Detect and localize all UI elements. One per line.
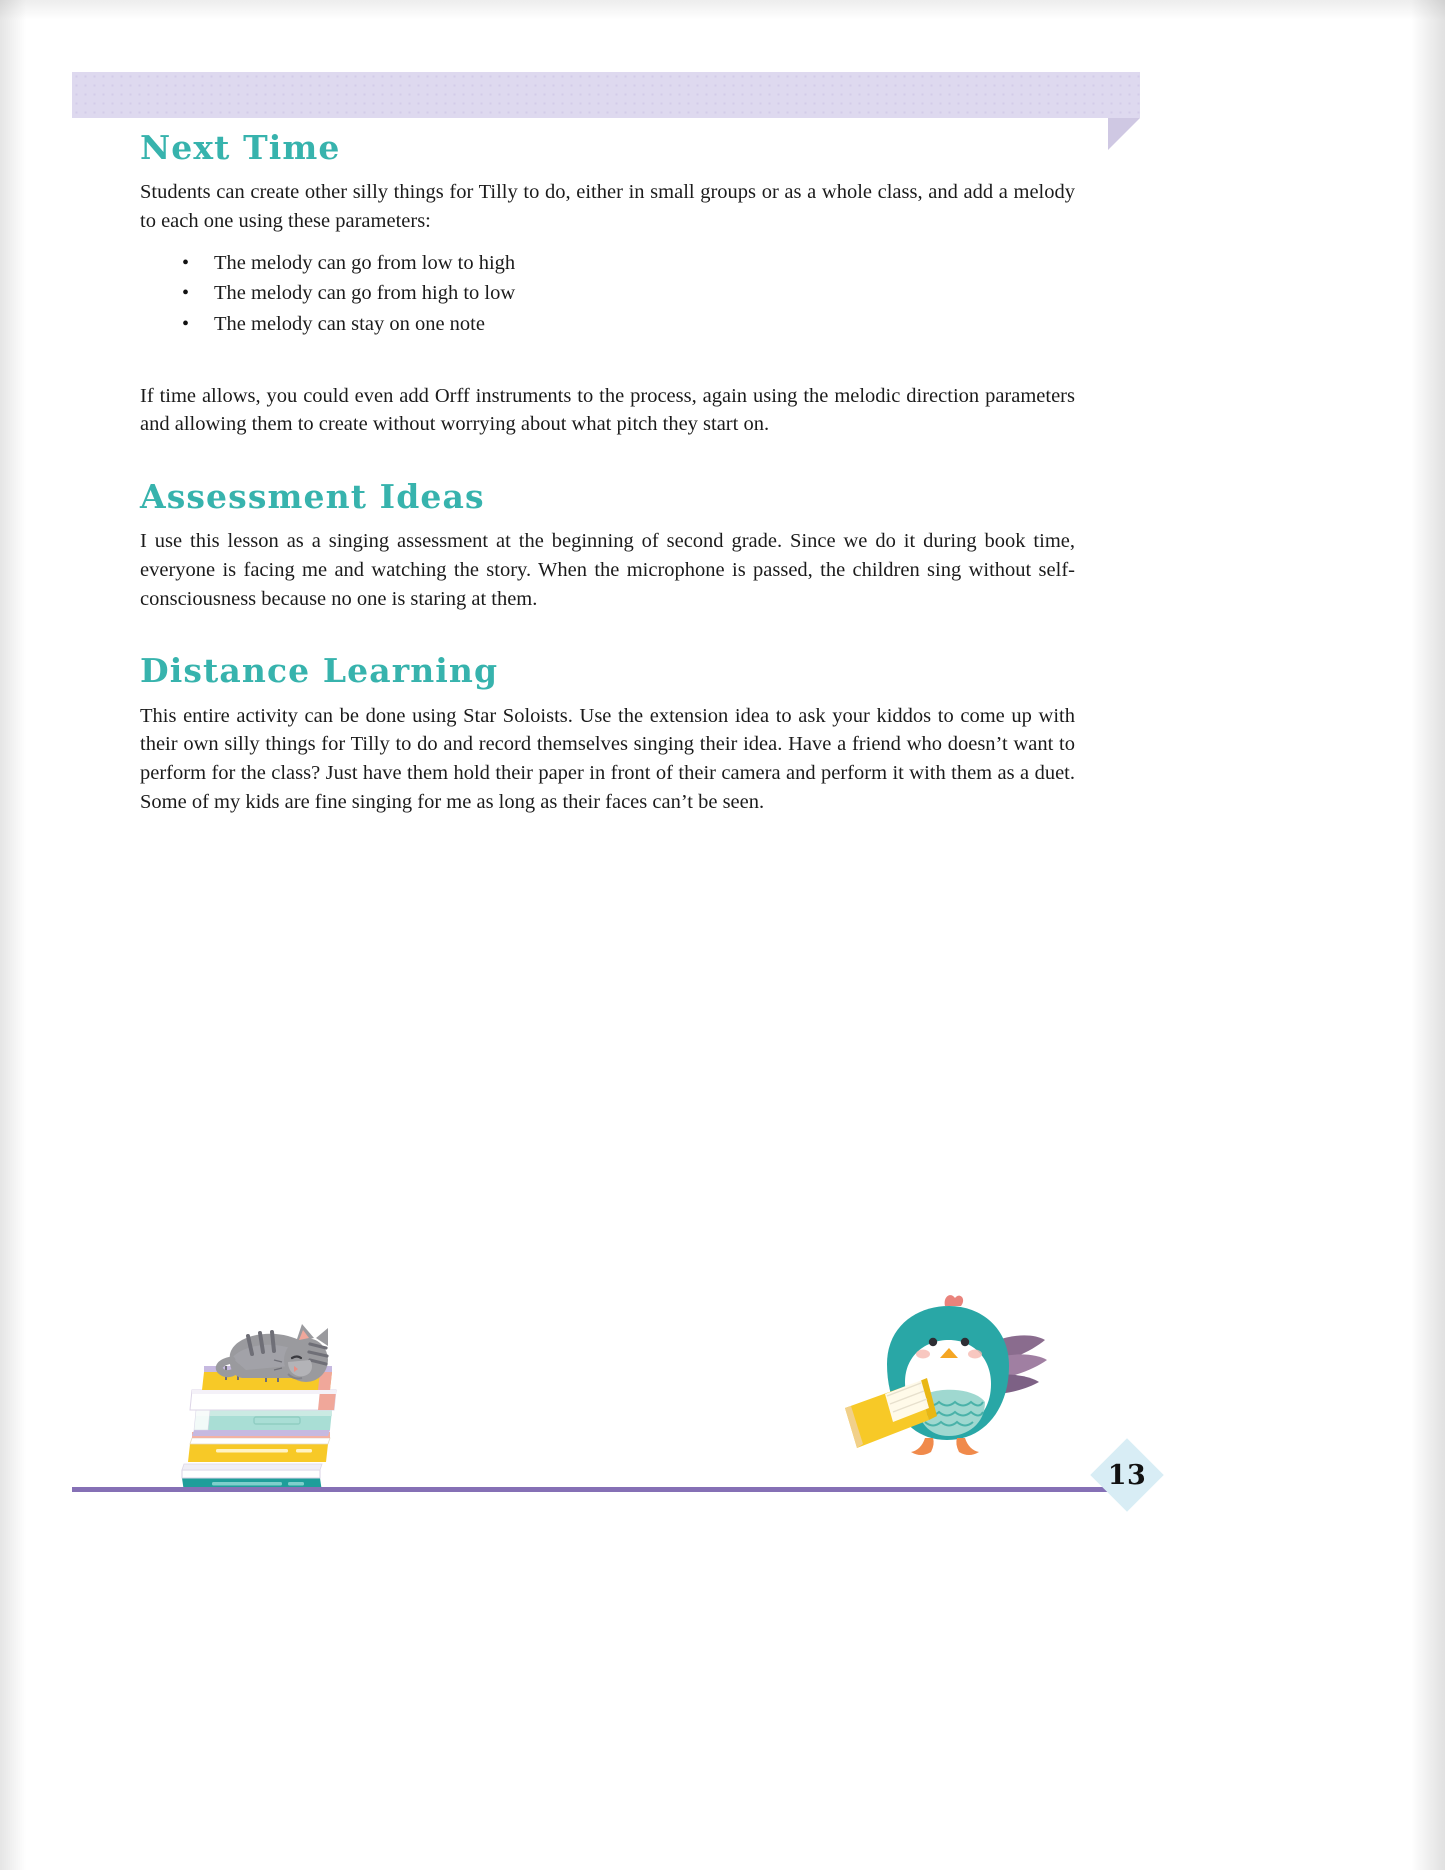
- bird-with-book-illustration: [825, 1290, 1055, 1490]
- list-item: [182, 280, 1075, 307]
- assessment-ideas-paragraph: I use this lesson as a singing assessment at the beginning of second grade. Since we do it during book time, everyone is facing me and watching the story. When the microphone is passed, the children sing without self-consciousness because no one is staring at them.: [140, 530, 1075, 610]
- header-band-texture: [72, 72, 1140, 118]
- content-column: [140, 130, 1075, 816]
- spacer: [140, 613, 1075, 653]
- section-heading-distance-learning: Distance Learning: [140, 651, 499, 691]
- list-item: [182, 311, 1075, 338]
- cat: [219, 1324, 328, 1382]
- list-item-label: The melody can go from low to high: [214, 251, 516, 274]
- cat-on-books-illustration: [170, 1310, 350, 1500]
- list-item-label: The melody can stay on one note: [214, 312, 485, 335]
- spacer: [140, 342, 1075, 382]
- distance-learning-paragraph: This entire activity can be done using Star Soloists. Use the extension idea to ask your kiddos to come up with their own silly things for Tilly to do and record themselves singing their idea. Have a friend who doesn’t want to perform for the class? Just have them hold their paper in front of their camera and perform it with them as a duet. Some of my kids are fine singing for me as long as their faces can’t be seen.: [140, 704, 1075, 813]
- book-white: [190, 1390, 336, 1410]
- melody-parameters-list: [140, 250, 1075, 338]
- book-mint: [192, 1410, 332, 1436]
- page-number-label: 13: [1107, 1459, 1147, 1491]
- list-item-label: The melody can go from high to low: [214, 282, 516, 305]
- spacer: [140, 439, 1075, 479]
- next-time-intro-paragraph: Students can create other silly things for Tilly to do, either in small groups or as a whole class, and add a melody to each one using these parameters:: [140, 181, 1075, 232]
- page-edge-shadow-right: [1411, 0, 1445, 1870]
- next-time-outro-paragraph: If time allows, you could even add Orff instruments to the process, again using the melodic direction parameters and allowing them to create without worrying about what pitch they start on.: [140, 384, 1075, 436]
- section-heading-assessment-ideas: Assessment Ideas: [140, 476, 485, 516]
- bullet-icon: •: [182, 312, 190, 335]
- header-band: [72, 72, 1140, 118]
- bullet-icon: •: [182, 282, 190, 305]
- header-corner-fold: [1108, 118, 1140, 150]
- list-item: [182, 250, 1075, 277]
- section-heading-next-time: Next Time: [140, 128, 341, 167]
- bird-feet: [911, 1438, 979, 1455]
- footer-rule: [72, 1487, 1140, 1492]
- page-edge-shadow-top: [0, 0, 1445, 20]
- page-edge-shadow-left: [0, 0, 26, 1870]
- book-yellow-lower: [188, 1432, 330, 1462]
- bullet-icon: •: [182, 251, 190, 274]
- page-number-badge: [1090, 1438, 1164, 1512]
